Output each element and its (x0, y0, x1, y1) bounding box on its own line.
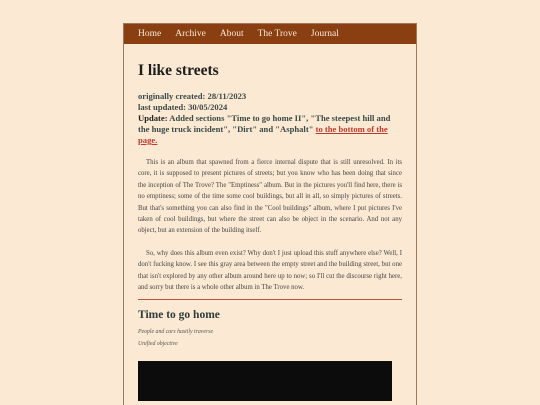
created-date: originally created: 28/11/2023 (138, 91, 247, 101)
street-photo[interactable] (138, 361, 392, 401)
bottom-of-page-link[interactable]: to the bottom of the page. (138, 124, 388, 145)
section-title-time-to-go-home: Time to go home (138, 309, 220, 322)
top-nav (124, 24, 416, 44)
main-content (124, 62, 416, 401)
page-title: I like streets (138, 62, 219, 79)
updated-date: last updated: 30/05/2024 (138, 102, 228, 112)
nav-journal-link[interactable]: Journal (310, 29, 339, 39)
update-note (138, 113, 402, 146)
section-caption-1: People and cars hastily traverse (138, 329, 214, 336)
section-caption-2: Unified objective (138, 340, 178, 347)
nav-trove-link[interactable]: The Trove (257, 29, 297, 39)
section-divider (138, 299, 402, 300)
nav-archive-link[interactable]: Archive (175, 29, 206, 39)
update-text: Added sections "Time to go home II", "The steepest hill and the huge truck incident", "Dirt" and "Asphalt" (138, 113, 391, 134)
page-meta (138, 91, 402, 146)
nav-home-link[interactable]: Home (138, 29, 162, 39)
update-label: Update: (138, 113, 168, 123)
second-paragraph: So, why does this album even exist? Why don't I just upload this stuff anywhere else? Well, I don't fucking know. I see this gray area between the empty street and the building street, but one that isn't explored by any other album around here up to now; so I'll cut the discourse right here, and sorry but there is a whole other album in The Trove now. (138, 249, 402, 292)
nav-about-link[interactable]: About (219, 29, 244, 39)
intro-paragraph: This is an album that spawned from a fierce internal dispute that is still unresolved. In its core, it is supposed to present pictures of streets; but you know who has been doing that since the inception of The Trove? The "Emptiness" album. But in the pictures you'll find here, there is no emptiness; some of the time some cool buildings, but all in all, so simply pictures of streets. But that's something you can also find in the "Cool buildings" album, where I put pictures I've taken of cool buildings, but where the street can also be object in the scenario. And not any object, but an extension of the building itself. (138, 159, 402, 235)
page-container (123, 23, 417, 405)
